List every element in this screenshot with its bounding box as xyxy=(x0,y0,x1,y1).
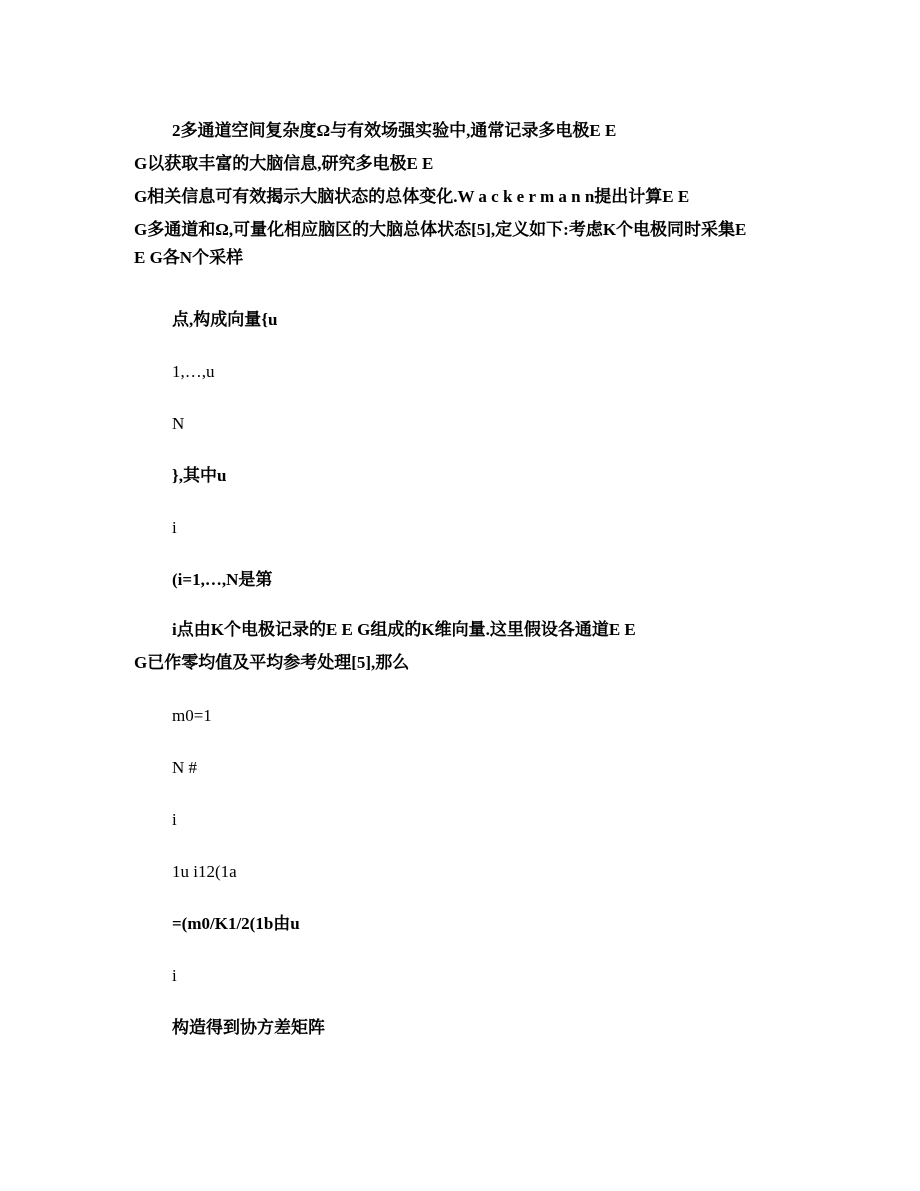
paragraph2-line2: G已作零均值及平均参考处理[5],那么 xyxy=(134,653,410,672)
formula-n-sum: N # xyxy=(172,758,198,777)
fragment-vector: 点,构成向量{u xyxy=(172,310,278,329)
formula-1a: 1u i12(1a xyxy=(172,862,237,881)
paragraph1-line1: 2多通道空间复杂度Ω与有效场强实验中,通常记录多电极E E xyxy=(172,121,617,140)
fragment-index: (i=1,…,N是第 xyxy=(172,570,273,589)
paragraph1-line2: G以获取丰富的大脑信息,研究多电极E E xyxy=(134,154,434,173)
paragraph1-line5: E G各N个采样 xyxy=(134,248,244,267)
fragment-i: i xyxy=(172,518,177,537)
formula-1b: =(m0/K1/2(1b由u xyxy=(172,914,300,933)
formula-i: i xyxy=(172,810,177,829)
formula-i-sub: i xyxy=(172,966,177,985)
formula-m0: m0=1 xyxy=(172,706,212,725)
paragraph2-line1: i点由K个电极记录的E E G组成的K维向量.这里假设各通道E E xyxy=(172,620,636,639)
paragraph1-line3: G相关信息可有效揭示大脑状态的总体变化.W a c k e r m a n n提出计算E E xyxy=(134,187,690,206)
fragment-where: },其中u xyxy=(172,466,227,485)
paragraph1-line4: G多通道和Ω,可量化相应脑区的大脑总体状态[5],定义如下:考虑K个电极同时采集E xyxy=(134,220,747,239)
fragment-n: N xyxy=(172,414,185,433)
formula-covariance: 构造得到协方差矩阵 xyxy=(172,1018,325,1037)
fragment-range: 1,…,u xyxy=(172,362,215,381)
